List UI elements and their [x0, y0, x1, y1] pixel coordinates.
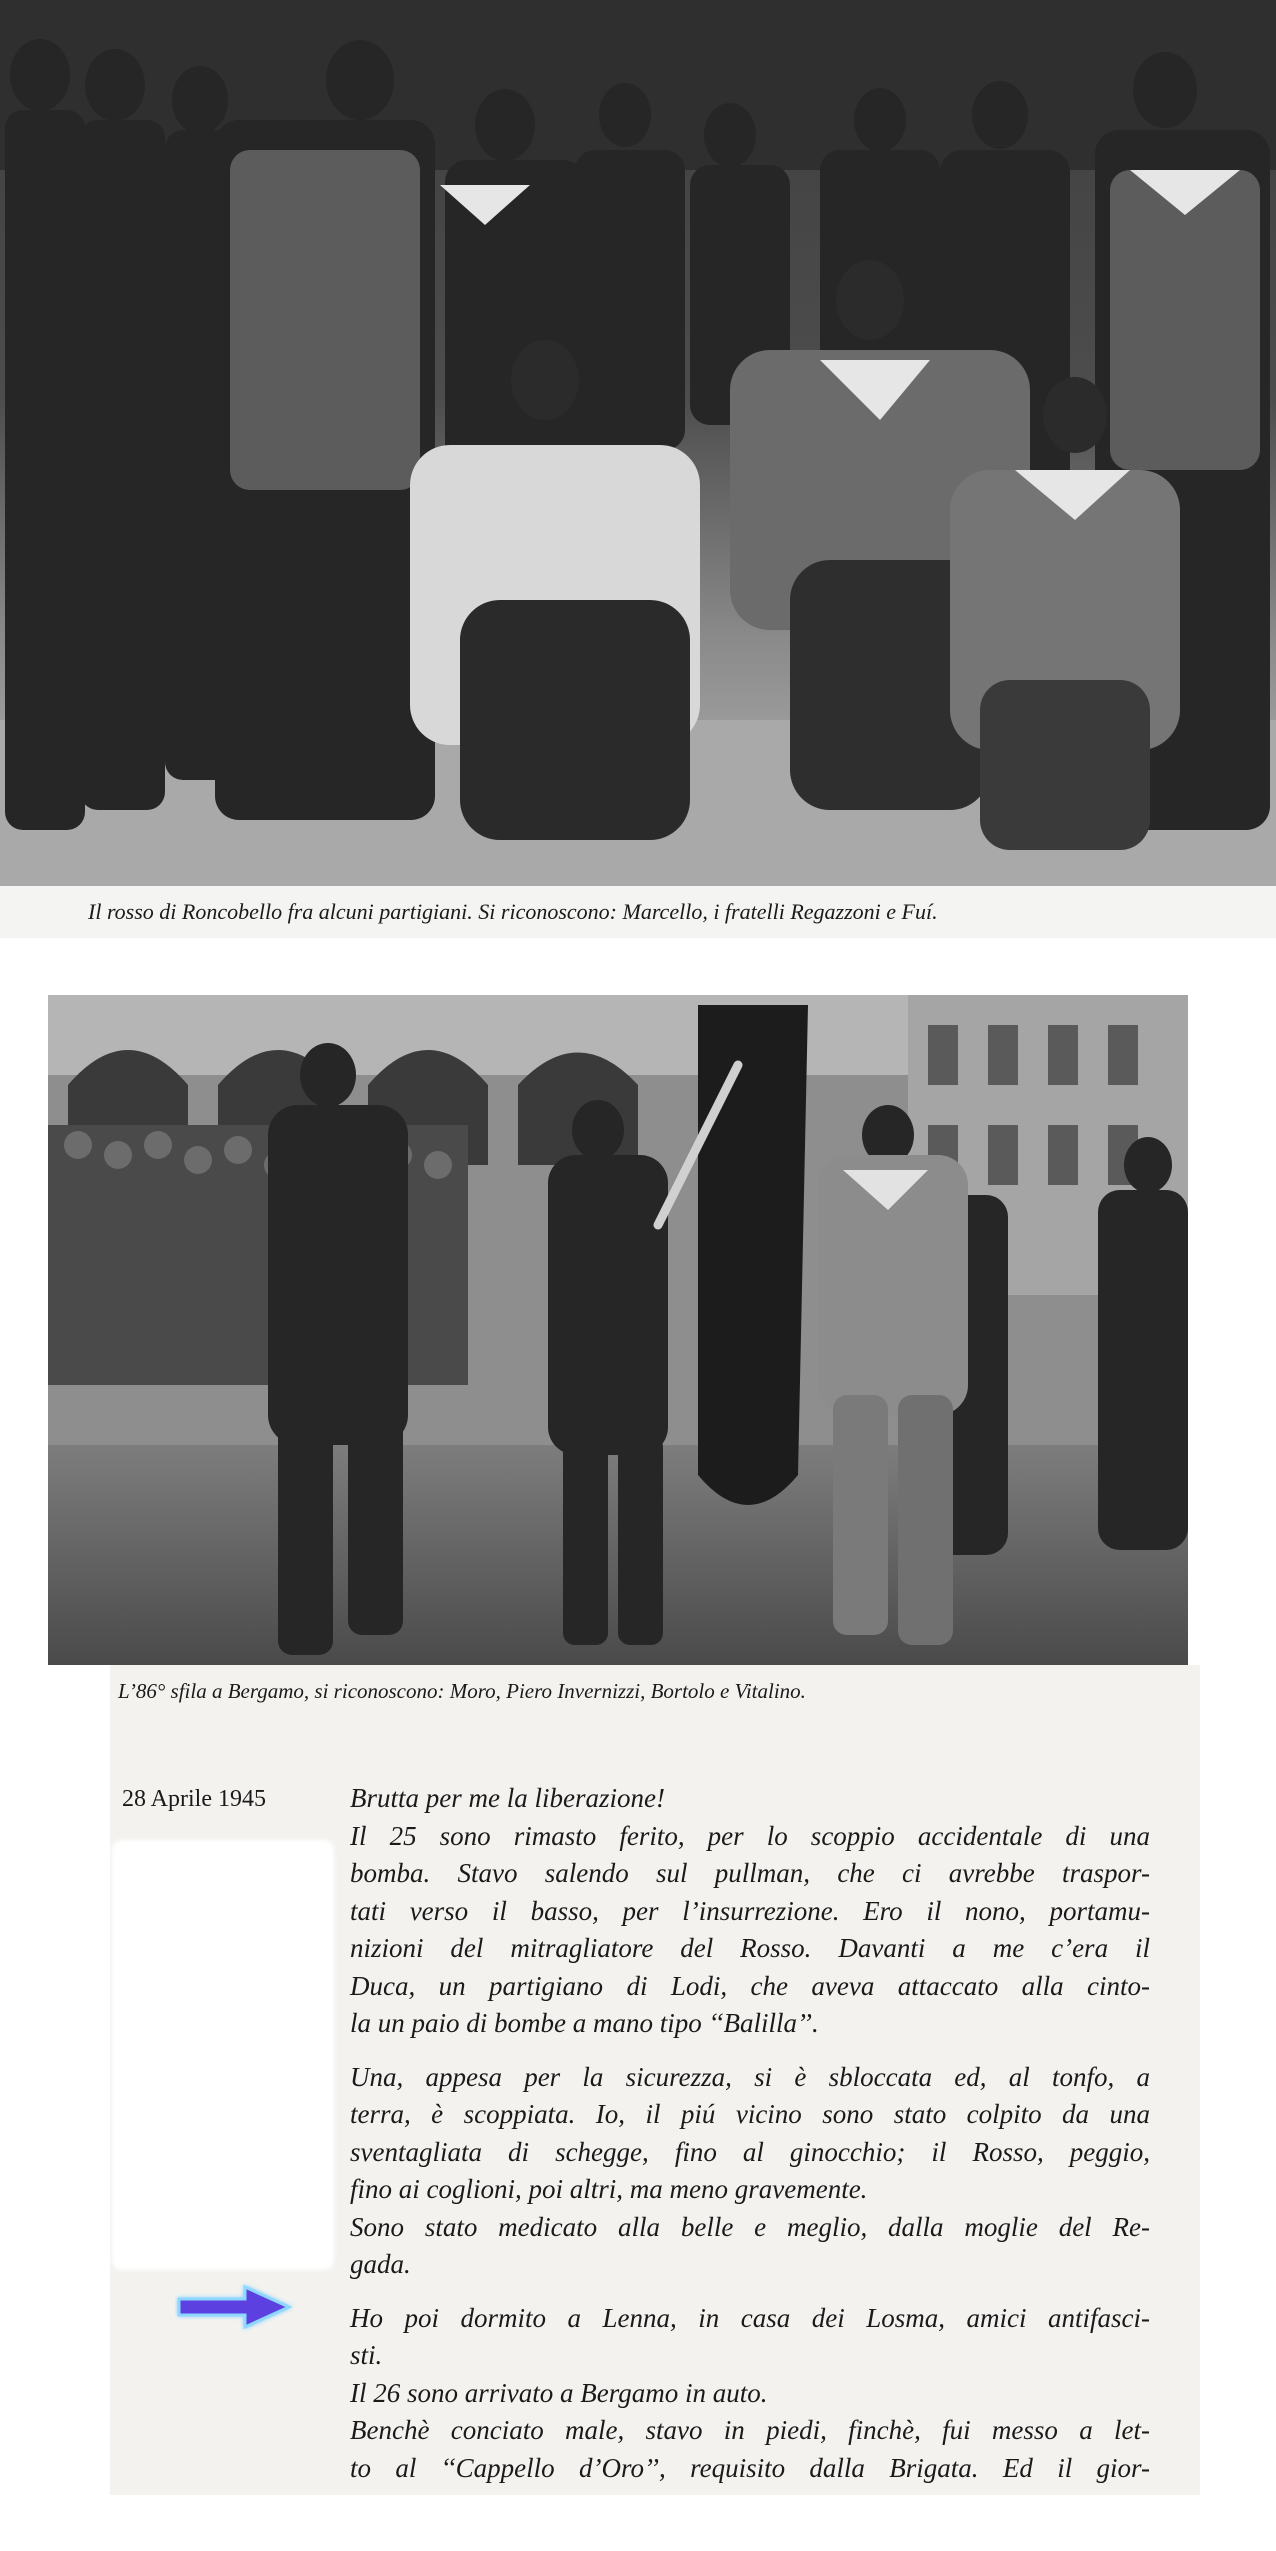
text-line: nizioni del mitragliatore del Rosso. Davanti a me c’era il [350, 1933, 1150, 1963]
right-arrow-icon [175, 2282, 295, 2332]
text-line: bomba. Stavo salendo sul pullman, che ci avrebbe traspor- [350, 1858, 1150, 1888]
text-line: Una, appesa per la sicurezza, si è sbloccata ed, al tonfo, a [350, 2061, 1150, 2092]
text-line: Benchè conciato male, stavo in piedi, finchè, fui messo a let- [350, 2415, 1150, 2445]
photo-caption: Il rosso di Roncobello fra alcuni partigiani. Si riconoscono: Marcello, i fratelli Regazzoni e Fuí. [0, 886, 1276, 938]
photo-partisans-group [0, 0, 1276, 886]
text-line: Il 25 sono rimasto ferito, per lo scoppio accidentale di una [350, 1820, 1150, 1851]
diary-text [350, 1780, 1150, 2487]
photo-caption: L’86° sfila a Bergamo, si riconoscono: Moro, Piero Invernizzi, Bortolo e Vitalino. [118, 1679, 806, 1703]
text-line: Sono stato medicato alla belle e meglio, dalla moglie del Re- [350, 2211, 1150, 2242]
text-line: terra, è scoppiata. Io, il piú vicino sono stato colpito da una [350, 2099, 1150, 2129]
text-line: Il 26 sono arrivato a Bergamo in auto. [350, 2377, 768, 2408]
text-line: Ho poi dormito a Lenna, in casa dei Losma, amici antifasci- [350, 2302, 1150, 2333]
text-line: sventagliata di schegge, fino al ginocchio; il Rosso, peggio, [350, 2136, 1150, 2167]
text-line: sti. [350, 2340, 383, 2370]
text-line: tati verso il basso, per l’insurrezione. Ero il nono, portamu- [350, 1895, 1150, 1926]
text-line: Duca, un partigiano di Lodi, che aveva attaccato alla cinto- [350, 1970, 1150, 2001]
redacted-margin [112, 1840, 334, 2270]
text-line: gada. [350, 2249, 411, 2279]
text-line: fino ai coglioni, poi altri, ma meno gravemente. [350, 2174, 868, 2204]
entry-date: 28 Aprile 1945 [122, 1786, 266, 1812]
text-line: to al ‘‘Cappello d’Oro’’, requisito dalla Brigata. Ed il gior- [350, 2452, 1150, 2483]
photo-parade-bergamo [48, 995, 1188, 1665]
text-line: la un paio di bombe a mano tipo ‘‘Balilla’’. [350, 2008, 819, 2038]
text-line: Brutta per me la liberazione! [350, 1783, 665, 1813]
